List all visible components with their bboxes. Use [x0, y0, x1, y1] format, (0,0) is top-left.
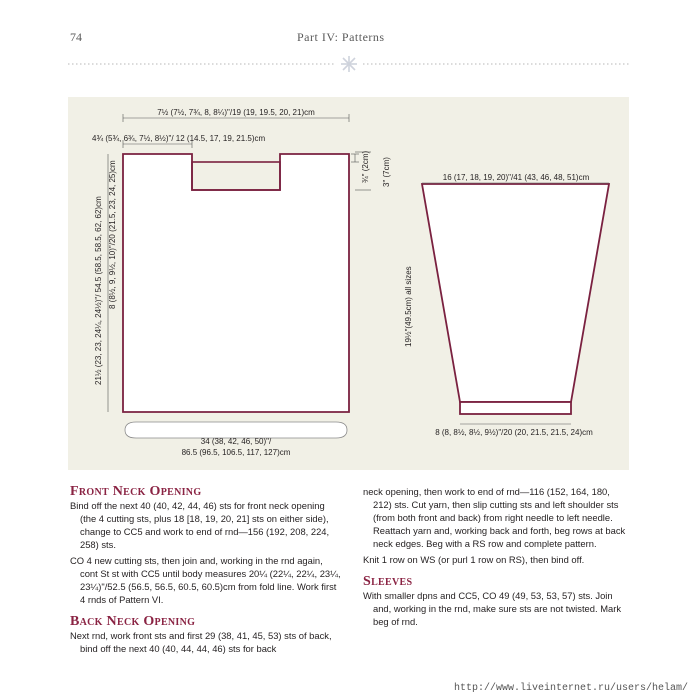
sleeves-heading: Sleeves	[363, 574, 413, 589]
front-neck-heading: Front Neck Opening	[70, 484, 202, 499]
page-number: 74	[70, 30, 82, 44]
schematic-diagram	[68, 97, 629, 470]
back-neck-continued: neck opening, then work to end of rnd—116 (152, 164, 180, 212) sts. Cut yarn, then slip cutting sts and left shoulder sts (from both front and back) from right needle to left needle. Reattach yarn and, working back and forth, beg rows at back neck edges. Beg with a RS row and complete pattern.	[363, 486, 626, 549]
sleeve-length-label: 19½"(49.5cm) all sizes	[404, 266, 413, 347]
right-column	[363, 485, 631, 631]
sleeve-top-width-label: 16 (17, 18, 19, 20)"/41 (43, 46, 48, 51)cm	[442, 173, 590, 182]
back-neck-paragraph-1: Next rnd, work front sts and first 29 (38, 41, 45, 53) sts of back, bind off the next 40 (40, 44, 44, 46) sts for back	[70, 630, 332, 654]
watermark-url: http://www.liveinternet.ru/users/helam/	[453, 683, 688, 694]
neck-depth-small-label: ¾" (2cm)	[361, 150, 370, 183]
ornament-divider	[68, 56, 631, 72]
back-neck-heading: Back Neck Opening	[70, 614, 196, 629]
snowflake-icon	[341, 56, 357, 72]
sleeve-cuff	[460, 402, 571, 414]
front-neck-paragraph-2: CO 4 new cutting sts, then join and, working in the rnd again, cont St st with CC5 until body measures 20¼ (22¼, 22¼, 23¼, 23¼)"/52.5 (56.5, 56.5, 60.5, 60.5)cm from fold line. Work first 4 rnds of Pattern VI.	[70, 555, 341, 605]
neck-depth-large-label: 3" (7cm)	[382, 157, 391, 187]
body-height-to-neck-label: 8 (8½, 9, 9½, 10)"/20 (21.5, 23, 24, 25)cm	[108, 160, 117, 309]
body-height-label: 21½ (23, 23, 24¼, 24½)"/ 54.5 (58.5, 58.5, 62, 62)cm	[94, 196, 103, 385]
front-neck-paragraph-1: Bind off the next 40 (40, 42, 44, 46) sts for front neck opening (the 4 cutting sts, plus 18 [18, 19, 20, 21] sts on either side), change to CC5 and work to end of rnd—156 (192, 208, 224, 258) sts.	[70, 500, 330, 550]
sleeves-paragraph-1: With smaller dpns and CC5, CO 49 (49, 53, 53, 57) sts. Join and, working in the rnd, make sure sts are not twisted. Mark beg of rnd.	[363, 590, 622, 627]
bind-off-paragraph: Knit 1 row on WS (or purl 1 row on RS), then bind off.	[363, 554, 585, 565]
body-bottom-width-line1: 34 (38, 42, 46, 50)"/	[200, 437, 272, 446]
sleeve-outline	[422, 184, 609, 402]
body-hem	[125, 422, 347, 438]
neck-opening	[192, 162, 280, 190]
shoulder-width-label: 4¾ (5¾, 6¾, 7½, 8½)"/ 12 (14.5, 17, 19, 21.5)cm	[92, 134, 266, 143]
body-bottom-width-line2: 86.5 (96.5, 106.5, 117, 127)cm	[181, 448, 291, 457]
body-outline	[123, 154, 349, 412]
left-column	[70, 485, 342, 658]
sleeve-bottom-width-label: 8 (8, 8½, 8½, 9½)"/20 (20, 21.5, 21.5, 24)cm	[435, 428, 593, 437]
body-top-width-label: 7½ (7½, 7¾, 8, 8¼)"/19 (19, 19.5, 20, 21)cm	[157, 108, 315, 117]
part-title: Part IV: Patterns	[297, 30, 385, 44]
